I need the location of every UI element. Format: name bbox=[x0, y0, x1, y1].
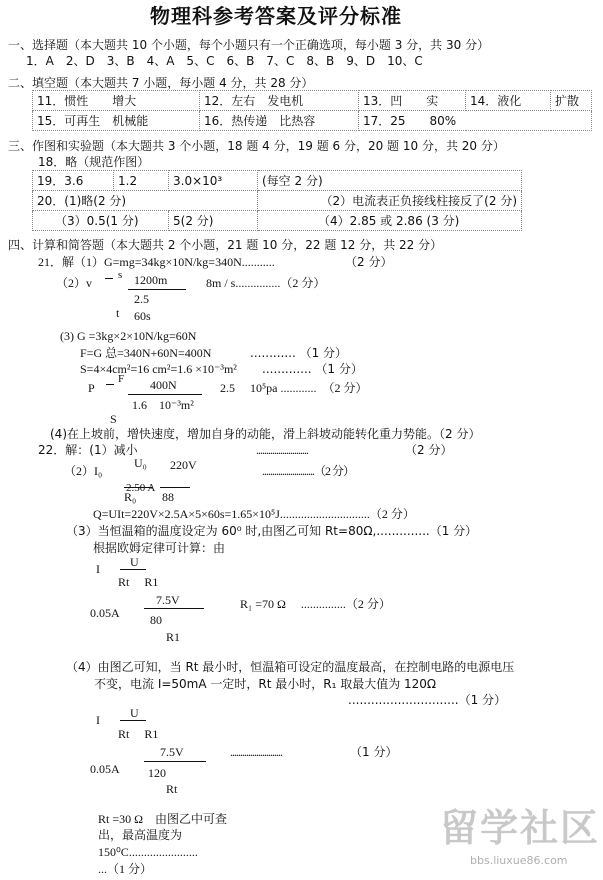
table-cell: 11．惯性 增大 bbox=[33, 91, 200, 111]
q22-u: U bbox=[130, 555, 139, 569]
frac-line bbox=[128, 394, 202, 395]
q21-v-numerator: 1200m bbox=[134, 273, 168, 287]
q21-p-numerator: 400N bbox=[150, 378, 177, 392]
q22-rt-r1-2: Rt R1 bbox=[118, 727, 159, 741]
q22-denominator: 88 bbox=[162, 490, 174, 504]
q21-p-denominator: 1.6 10⁻³m² bbox=[132, 398, 194, 412]
table-cell: 5(2 分) bbox=[169, 211, 258, 231]
q22-rt-r1: Rt R1 bbox=[118, 575, 159, 589]
q22-line1-dots: .......................... bbox=[256, 443, 308, 457]
q22-u-2: U bbox=[130, 706, 139, 720]
frac-line bbox=[160, 487, 190, 488]
table-row bbox=[33, 91, 592, 111]
table-cell: 12．左右 发电机 bbox=[200, 91, 359, 111]
q21-v-result: 8m / s...............（2 分） bbox=[206, 276, 326, 290]
section1-heading: 一、选择题（本大题共 10 个小题，每个小题只有一个正确选项，每小题 3 分，共 30 分） bbox=[8, 38, 490, 52]
table-cell: 扩散 bbox=[551, 91, 592, 111]
q22-denominator-2: 80 bbox=[150, 613, 162, 627]
q21-line7: (4)在上坡前，增快速度，增加自身的动能，滑上斜坡动能转化重力势能。（2 分） bbox=[50, 427, 481, 441]
q22-r0: R₀ bbox=[124, 490, 137, 504]
q21-v-t: t bbox=[116, 306, 120, 320]
q22-numerator-3: 7.5V bbox=[160, 745, 184, 759]
q22-r1: R1 bbox=[166, 630, 181, 644]
table-row bbox=[33, 171, 522, 191]
q21-v-t-value: 60s bbox=[134, 309, 151, 323]
q22-line3: Q=UIt=220V×2.5A×5×60s=1.65×10⁵J..............................（2 分） bbox=[93, 507, 415, 521]
q21-p-result: 2.5 10⁵pa ............ （2 分） bbox=[220, 381, 368, 395]
q22-line10: 出，最高温度为 bbox=[98, 828, 183, 842]
table-cell: 16．热传递 比热容 bbox=[200, 111, 359, 131]
q21-line5: S=4×4cm²=16 cm²=1.6 ×10⁻³m² bbox=[80, 362, 237, 376]
q22-rt-3: Rt bbox=[166, 782, 178, 796]
q22-line9: Rt =30 Ω 由图乙中可查 bbox=[98, 812, 228, 826]
table-cell: 3.0×10³ bbox=[169, 171, 258, 191]
q22-line2-dots: ..........................（2 分） bbox=[262, 464, 355, 478]
q22-i: I bbox=[96, 562, 100, 576]
q21-p-f: F bbox=[118, 373, 125, 385]
q22-i-2: I bbox=[96, 713, 100, 727]
q22-line1: 22．解：(1）减小 bbox=[38, 443, 138, 457]
q22-denominator-3: 120 bbox=[148, 766, 166, 780]
table-cell: （2）电流表正负接线柱接反了(2 分) bbox=[258, 191, 522, 211]
q22-score-3: （1 分） bbox=[350, 745, 398, 759]
q21-line3: (3) G =3kg×2×10N/kg=60N bbox=[60, 329, 197, 343]
frac-line bbox=[128, 289, 186, 290]
q22-line4: （3）当恒温箱的温度设定为 60⁰ 时,由图乙可知 Rt=80Ω,..............（1 分） bbox=[66, 524, 478, 538]
q22-line11: 150⁰C....................... bbox=[98, 845, 198, 859]
table-row bbox=[33, 191, 522, 211]
table-cell: 17．25 80% bbox=[359, 111, 592, 131]
table-cell: 20．(1)略(2 分) bbox=[33, 191, 258, 211]
watermark-logo: 留学社区 bbox=[440, 806, 601, 850]
frac-line bbox=[144, 761, 206, 762]
table-cell: (每空 2 分) bbox=[258, 171, 522, 191]
table-cell: 19．3.6 bbox=[33, 171, 114, 191]
q22-current: 2.50 A bbox=[126, 482, 156, 494]
q22-numerator-2: 7.5V bbox=[156, 593, 180, 607]
frac-line bbox=[106, 384, 114, 385]
q22-dots-3: .......................... bbox=[230, 745, 282, 759]
q21-v-label: （2）v bbox=[56, 276, 93, 290]
frac-line bbox=[124, 487, 152, 488]
q22-line12: ...（1 分） bbox=[98, 862, 153, 876]
frac-line bbox=[144, 608, 204, 609]
q21-p-label: P bbox=[88, 381, 95, 395]
frac-line bbox=[105, 278, 113, 279]
q22-line2-label: （2）I₀ bbox=[64, 464, 103, 478]
q21-line4: F=G 总=340N+60N=400N bbox=[80, 346, 212, 360]
section3-table bbox=[32, 170, 522, 231]
q22-r1-result: R₁ =70 Ω ...............（2 分） bbox=[240, 597, 391, 611]
table-row bbox=[33, 111, 592, 131]
table-cell: 1.2 bbox=[114, 171, 169, 191]
section2-heading: 二、填空题（本大题共 7 小题，每小题 4 分，共 28 分） bbox=[8, 76, 314, 90]
section3-heading: 三、作图和实验题（本大题共 3 个小题，18 题 4 分，19 题 6 分，20 题 10 分，共 20 分） bbox=[8, 139, 505, 153]
q22-line7: 不变，电流 I=50mA 一定时，Rt 最小时，R₁ 取最大值为 120Ω bbox=[94, 677, 437, 691]
section2-table bbox=[32, 90, 592, 131]
q21-line5-score: ............. （1 分） bbox=[262, 362, 363, 376]
table-cell: （3）0.5(1 分) bbox=[33, 211, 169, 231]
q21-line4-score: ............ （1 分） bbox=[250, 346, 348, 360]
q22-line6: （4）由图乙可知，当 Rt 最小时，恒温箱可设定的温度最高，在控制电路的电源电压 bbox=[66, 660, 515, 674]
frac-line bbox=[120, 720, 146, 721]
q21-line1: 21．解（1）G=mg=34kg×10N/kg=340N........... bbox=[38, 255, 275, 269]
q22-current-3: 0.05A bbox=[90, 762, 120, 776]
section4-heading: 四、计算和简答题（本大题共 2 个小题，21 题 10 分，22 题 12 分，共 22 分） bbox=[8, 238, 443, 252]
q22-line1-score: （2 分） bbox=[405, 443, 453, 457]
q18-answer: 18．略（规范作图） bbox=[38, 155, 150, 169]
q21-v-denominator: 2.5 bbox=[134, 292, 149, 306]
table-cell: 14．液化 bbox=[466, 91, 551, 111]
q22-line5: 根据欧姆定律可计算：由 bbox=[93, 541, 226, 555]
table-cell: （4）2.85 或 2.86 (3 分) bbox=[258, 211, 522, 231]
page-title: 物理科参考答案及评分标准 bbox=[150, 4, 402, 28]
q22-numerator: 220V bbox=[170, 458, 197, 472]
table-cell: 15．可再生 机械能 bbox=[33, 111, 200, 131]
q22-u0: U₀ bbox=[134, 456, 147, 470]
table-cell: 13．凹 实 bbox=[359, 91, 466, 111]
q21-line1-score: （2 分） bbox=[345, 255, 393, 269]
q21-p-s: S bbox=[110, 412, 117, 426]
watermark-url: bbs.liuxue86.com bbox=[470, 854, 568, 867]
q22-line8: .............................（1 分） bbox=[348, 693, 507, 707]
q22-current-2: 0.05A bbox=[90, 606, 120, 620]
table-row bbox=[33, 211, 522, 231]
section1-answers: 1．A 2、D 3、B 4、A 5、C 6、B 7、C 8、B 9、D 10、C bbox=[26, 54, 423, 68]
q21-v-s: s bbox=[118, 269, 123, 281]
frac-line bbox=[120, 569, 146, 570]
